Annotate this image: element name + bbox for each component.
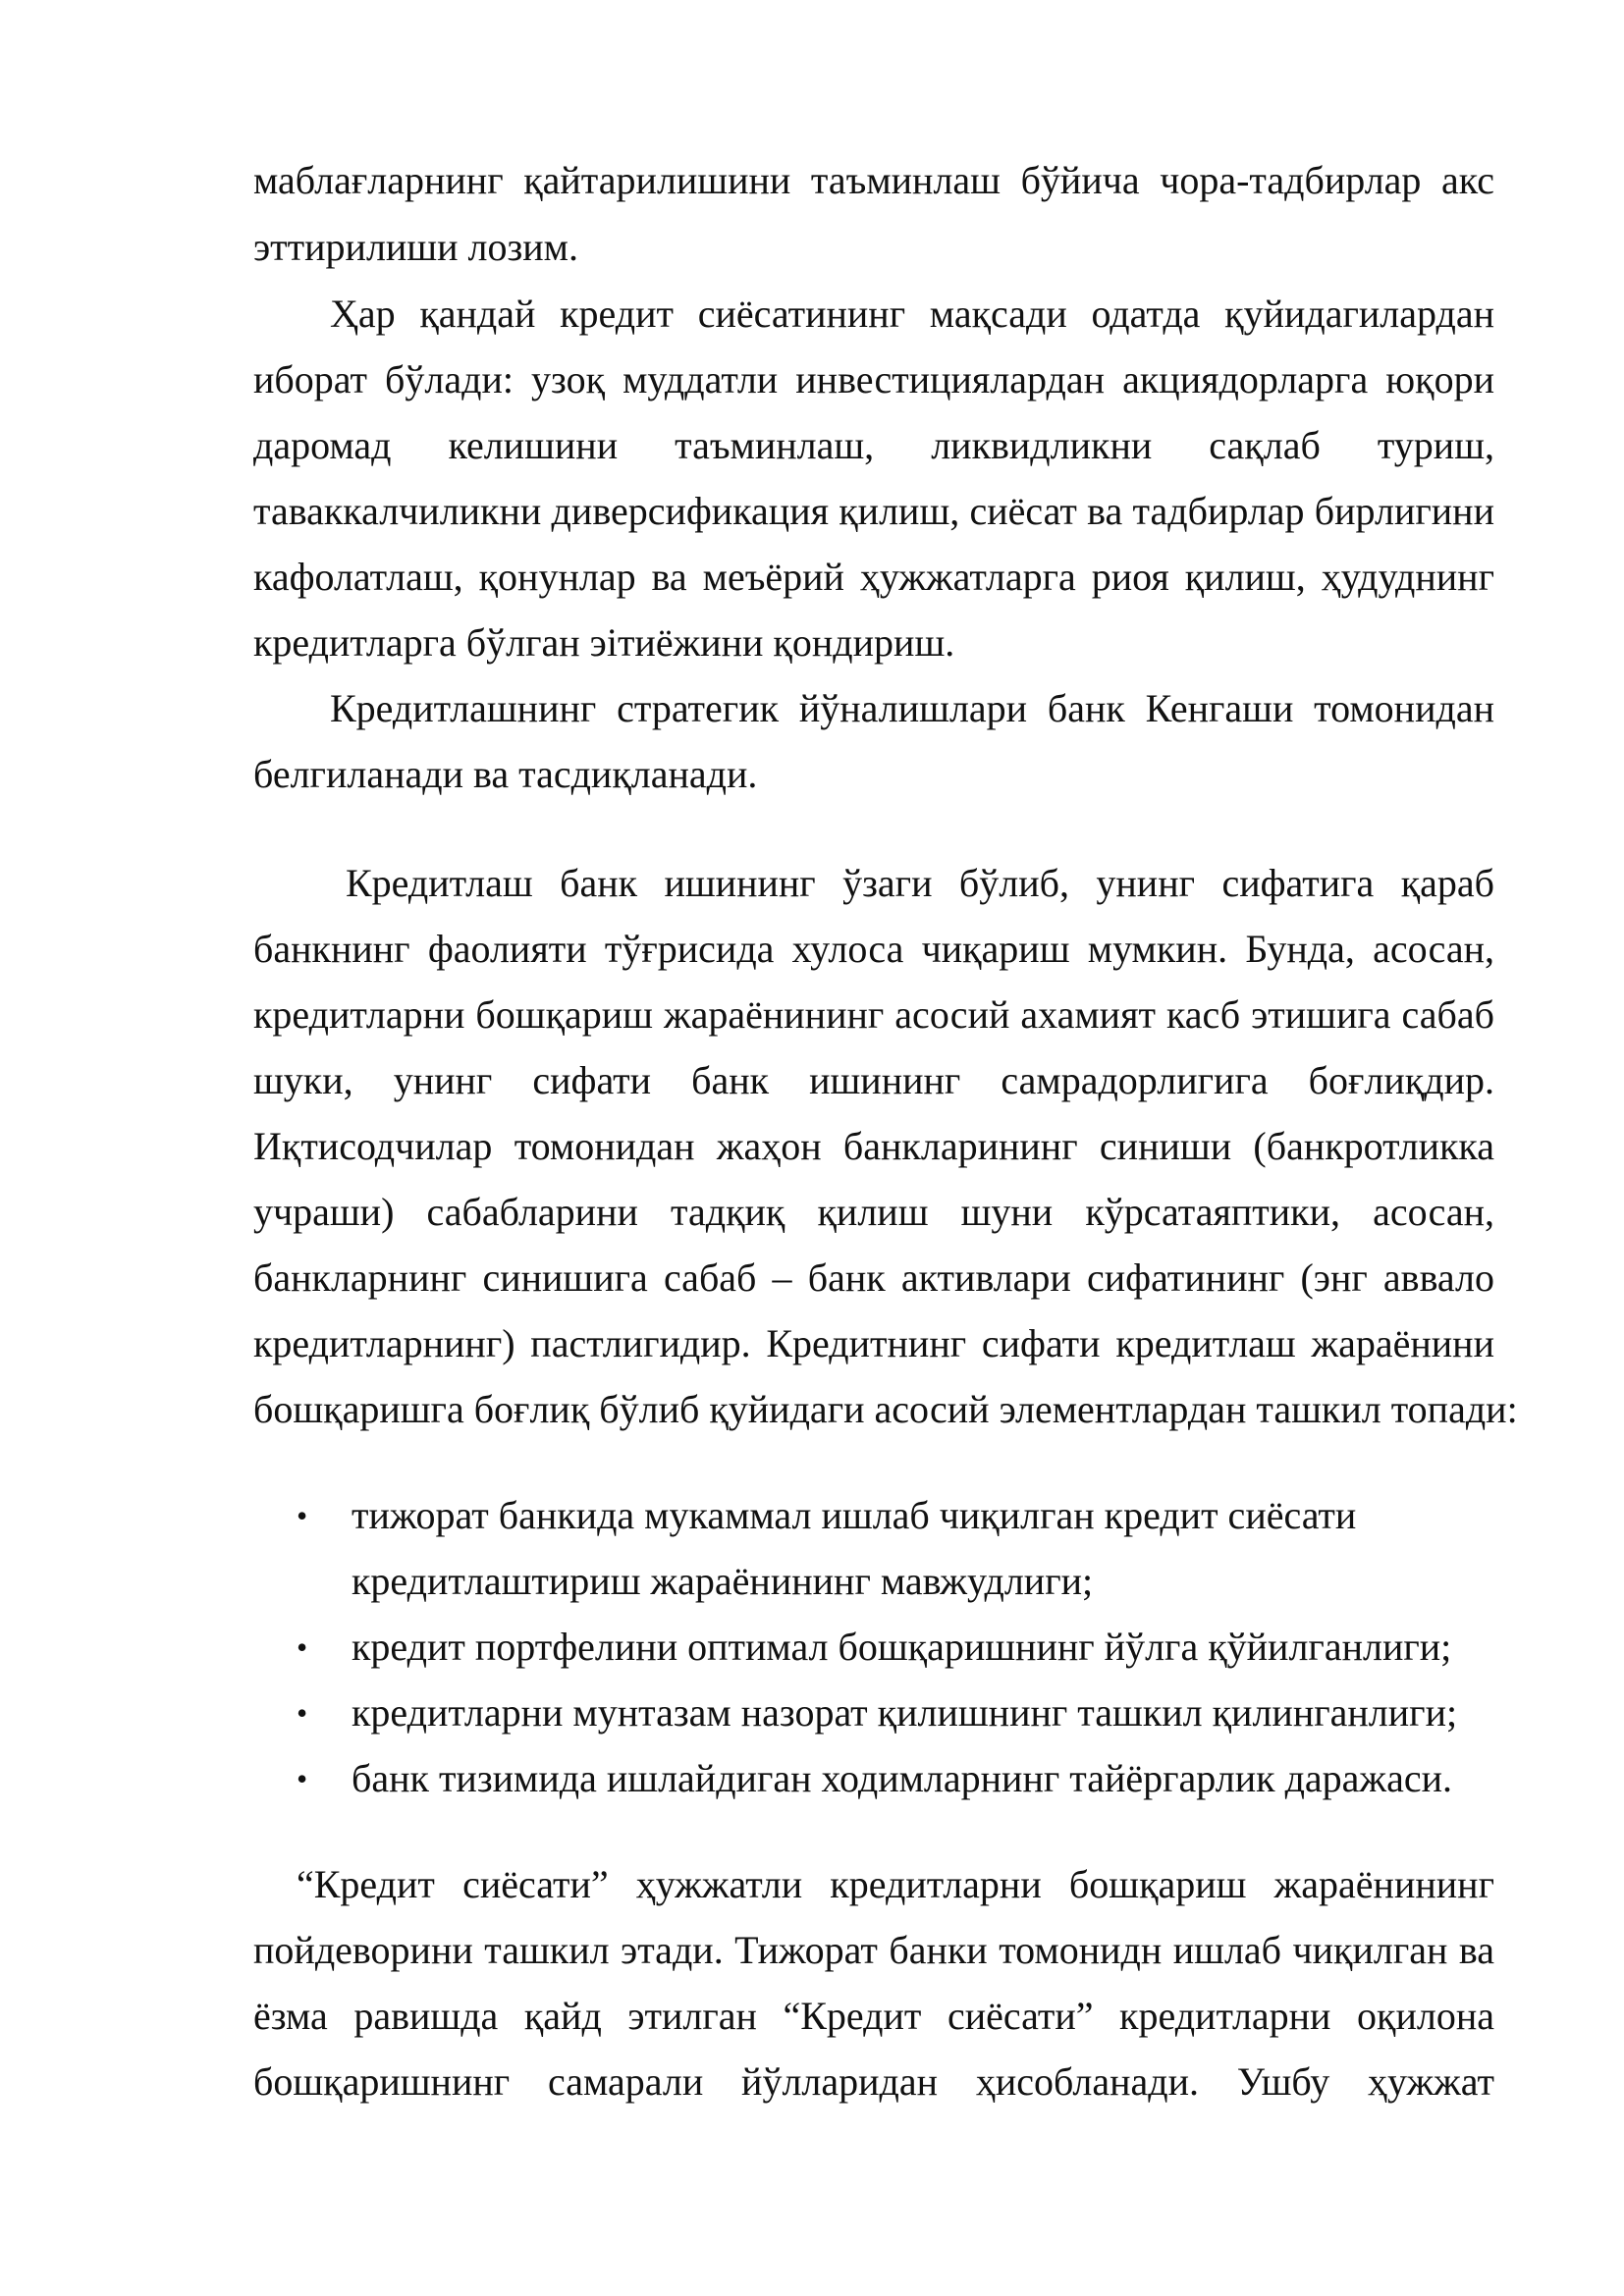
paragraph-line: Кредитлашнинг стратегик йўналишлари банк Кенгаши томонидан xyxy=(330,686,1494,730)
bullet-marker: • xyxy=(297,1629,308,1665)
paragraph-line: таваккалчиликни диверсификация қилиш, сиёсат ва тадбирлар бирлигини xyxy=(253,489,1494,533)
paragraph-line: кредитларнинг) пастлигидир. Кредитнинг сифати кредитлаш жараёнини xyxy=(253,1321,1494,1365)
bullet-marker: • xyxy=(297,1695,308,1731)
paragraph-line: белгиланади ва тасдиқланади. xyxy=(253,752,758,796)
paragraph-line: бошқаришнинг самарали йўлларидан ҳисобланади. Ушбу ҳужжат xyxy=(253,2059,1494,2104)
bullet-marker: • xyxy=(297,1498,308,1533)
paragraph-line: эттирилиши лозим. xyxy=(253,225,578,269)
paragraph-line: кредитларни бошқариш жараёнининг асосий ахамият касб этишига сабаб xyxy=(253,992,1494,1037)
paragraph-line: ёзма равишда қайд этилган “Кредит сиёсати” кредитларни оқилона xyxy=(253,1994,1494,2038)
bullet-text-line: кредитларни мунтазам назорат қилишнинг ташкил қилинганлиги; xyxy=(352,1690,1458,1735)
paragraph-line: Кредитлаш банк ишининг ўзаги бўлиб, унинг сифатига қараб xyxy=(346,861,1494,905)
paragraph-line: кредитларга бўлган эітиёжини қондириш. xyxy=(253,620,955,665)
bullet-text-line: кредитлаштириш жараёнининг мавжудлиги; xyxy=(352,1559,1094,1603)
paragraph-line: пойдеворини ташкил этади. Тижорат банки томонидн ишлаб чиқилган ва xyxy=(253,1928,1494,1972)
paragraph-line: “Кредит сиёсати” ҳужжатли кредитларни бошқариш жараёнининг xyxy=(297,1862,1494,1906)
bullet-text-line: кредит портфелини оптимал бошқаришнинг йўлга қўйилганлиги; xyxy=(352,1625,1452,1669)
paragraph-line: иборат бўлади: узоқ муддатли инвестициялардан акциядорларга юқори xyxy=(253,357,1494,401)
bullet-marker: • xyxy=(297,1761,308,1796)
paragraph-line: маблағларнинг қайтарилишини таъминлаш бўйича чора-тадбирлар акс xyxy=(253,158,1494,202)
bullet-text-line: банк тизимида ишлайдиган ходимларнинг тайёргарлик даражаси. xyxy=(352,1756,1452,1800)
bullet-text-line: тижорат банкида мукаммал ишлаб чиқилган кредит сиёсати xyxy=(352,1493,1357,1537)
paragraph-line: бошқаришга боғлиқ бўлиб қуйидаги асосий элементлардан ташкил топади: xyxy=(253,1387,1518,1431)
paragraph-line: кафолатлаш, қонунлар ва меъёрий ҳужжатларга риоя қилиш, ҳудуднинг xyxy=(253,555,1494,599)
paragraph-line: шуки, унинг сифати банк ишининг самрадорлигига боғлиқдир. xyxy=(253,1058,1494,1102)
paragraph-line: банкнинг фаолияти тўғрисида хулоса чиқариш мумкин. Бунда, асосан, xyxy=(253,927,1494,971)
paragraph-line: Ҳар қандай кредит сиёсатининг мақсади одатда қуйидагилардан xyxy=(330,292,1494,336)
paragraph-line: Иқтисодчилар томонидан жаҳон банкларининг синиши (банкротликка xyxy=(253,1124,1494,1168)
paragraph-line: учраши) сабабларини тадқиқ қилиш шуни кўрсатаяптики, асосан, xyxy=(253,1190,1494,1234)
paragraph-line: даромад келишини таъминлаш, ликвидликни сақлаб туриш, xyxy=(253,423,1494,467)
paragraph-line: банкларнинг синишига сабаб – банк активлари сифатининг (энг аввало xyxy=(253,1255,1494,1300)
